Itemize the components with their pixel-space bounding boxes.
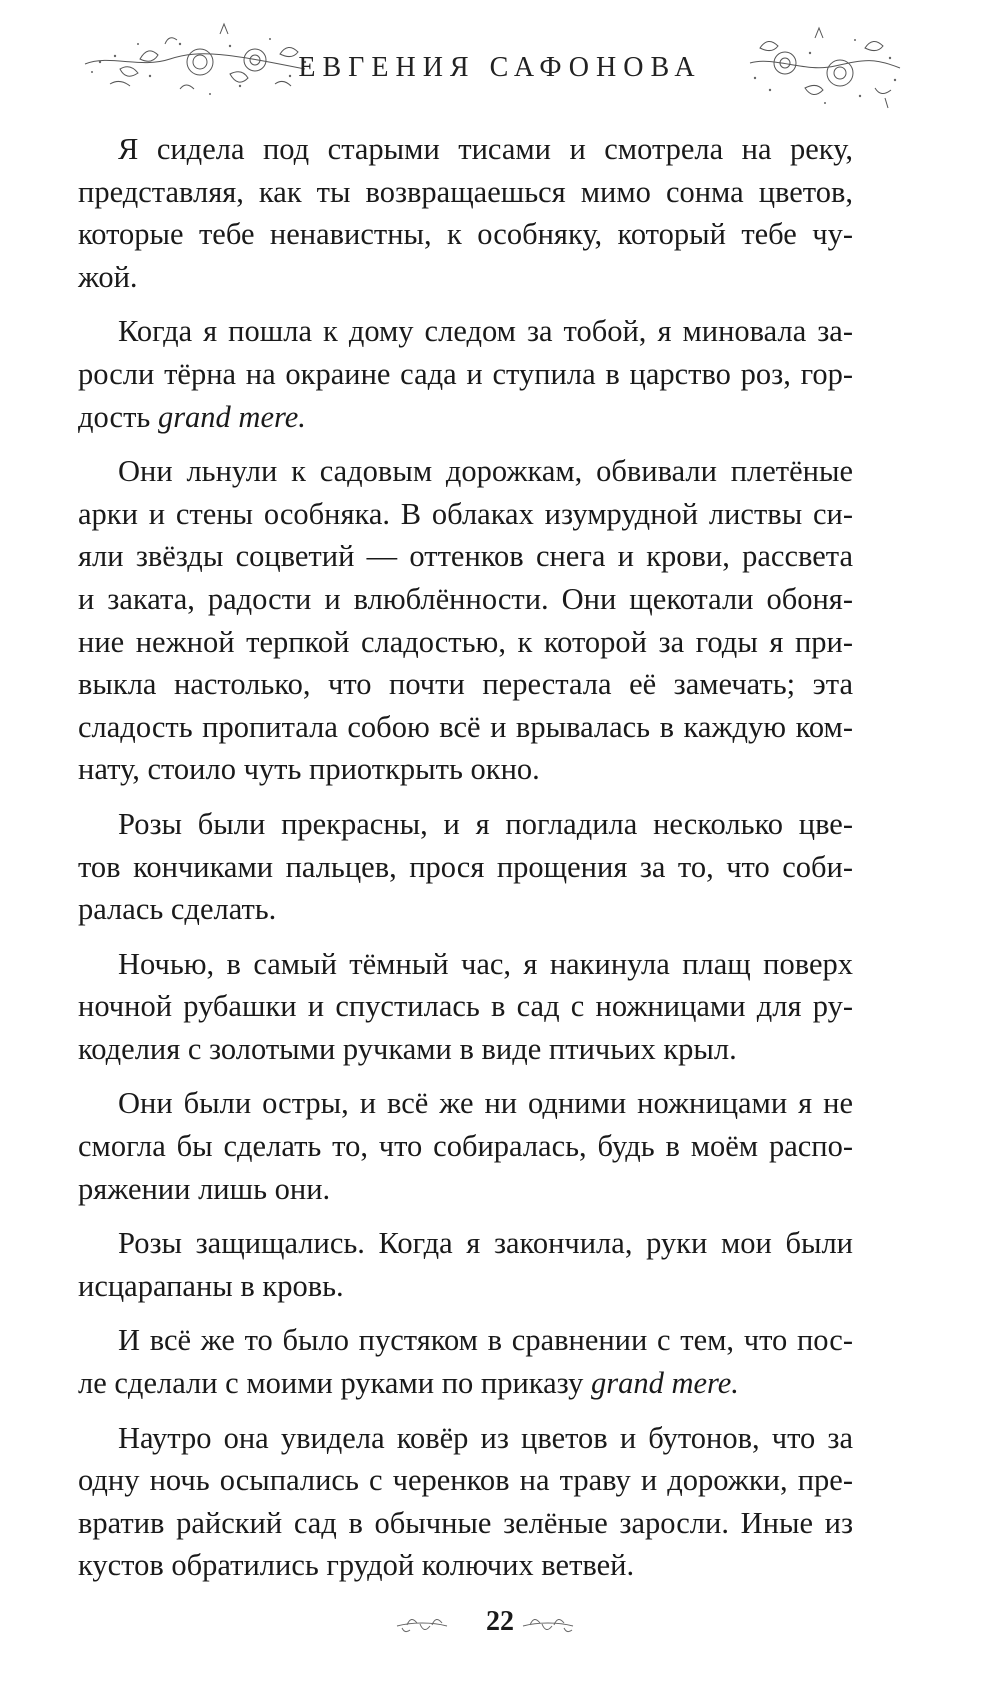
paragraph (78, 1222, 853, 1307)
text-line: яли звёзды соцветий — оттенков снега и крови, рассвета (78, 539, 853, 574)
text-line: ряжении лишь они. (78, 1171, 331, 1206)
text-line: Ночью, в самый тёмный час, я накинула плащ поверх (118, 946, 853, 981)
text-line: нату, стоило чуть приоткрыть окно. (78, 752, 540, 787)
text-line (78, 396, 853, 439)
page-number: 22 (486, 1606, 514, 1637)
text-fragment: ле сделали с моими руками по приказу (78, 1366, 591, 1401)
text-line: тов кончиками пальцев, прося прощения за то, что соби- (78, 849, 853, 884)
text-line: одну ночь осыпались с черенков на траву и дорожки, пре- (78, 1463, 853, 1498)
text-line: Они были остры, и всё же ни одними ножницами я не (118, 1086, 853, 1121)
italic-phrase: grand mere. (590, 1366, 739, 1401)
text-line: И всё же то было пустяком в сравнении с тем, что пос- (118, 1323, 853, 1358)
text-line: которые тебе ненавистны, к особняку, который тебе чу- (78, 217, 853, 252)
paragraph (78, 450, 853, 791)
paragraph (78, 1082, 853, 1210)
paragraph (78, 128, 853, 298)
running-head-container (0, 52, 1000, 84)
text-line: росли тёрна на окраине сада и ступила в царство роз, гор- (78, 356, 853, 391)
text-line: Наутро она увидела ковёр из цветов и бутонов, что за (118, 1420, 853, 1455)
italic-phrase: grand mere. (157, 399, 306, 434)
text-line: и заката, радости и влюблённости. Они щекотали обоня- (78, 581, 853, 616)
text-line: кустов обратились грудой колючих ветвей. (78, 1548, 635, 1583)
text-line: Розы были прекрасны, и я погладила несколько цве- (118, 806, 853, 841)
text-line: ночной рубашки и спустилась в сад с ножницами для ру- (78, 989, 853, 1024)
text-line: ние нежной терпкой сладостью, к которой за годы я при- (78, 624, 853, 659)
text-line: вратив райский сад в обычные зелёные заросли. Иные из (78, 1505, 853, 1540)
text-line: смогла бы сделать то, что собиралась, будь в моём распо- (78, 1129, 853, 1164)
running-head: ЕВГЕНИЯ САФОНОВА (298, 52, 702, 83)
footer (0, 1606, 1000, 1638)
text-fragment: дость (78, 399, 158, 434)
text-line: выкла настолько, что почти перестала её замечать; эта (78, 667, 853, 702)
text-line: Они льнули к садовым дорожкам, обвивали плетёные (118, 454, 853, 489)
text-line (78, 1362, 853, 1405)
text-line: представляя, как ты возвращаешься мимо сонма цветов, (78, 174, 853, 209)
paragraph (78, 803, 853, 931)
text-line: ралась сделать. (78, 892, 277, 927)
text-line: Я сидела под старыми тисами и смотрела на реку, (118, 132, 853, 166)
text-line: коделия с золотыми ручками в виде птичьих крыл. (78, 1031, 737, 1066)
text-line: исцарапаны в кровь. (78, 1268, 344, 1303)
text-line: Розы защищались. Когда я закончила, руки мои были (118, 1226, 853, 1261)
text-line: сладость пропитала собою всё и врывалась в каждую ком- (78, 709, 853, 744)
text-line: арки и стены особняка. В облаках изумрудной листвы си- (78, 496, 853, 531)
leaf-ornament-right-icon (518, 1608, 578, 1638)
text-line: Когда я пошла к дому следом за тобой, я миновала за- (118, 314, 853, 349)
paragraph (78, 310, 853, 438)
paragraph (78, 1417, 853, 1587)
paragraph (78, 943, 853, 1071)
text-line: жой. (78, 259, 138, 294)
paragraph (78, 1319, 853, 1404)
body-text (78, 128, 853, 1587)
